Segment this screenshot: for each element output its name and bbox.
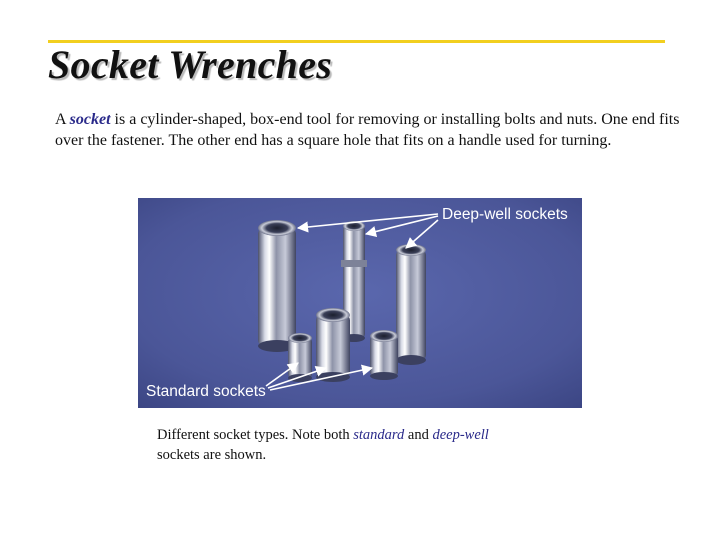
deep-well-socket-3 (396, 244, 426, 365)
standard-socket-3 (370, 330, 398, 380)
label-standard-sockets: Standard sockets (146, 383, 266, 400)
label-deep-well-sockets: Deep-well sockets (442, 206, 568, 223)
term-deep-well: deep-well (432, 427, 489, 443)
page-title: Socket Wrenches (48, 42, 333, 87)
term-standard: standard (353, 427, 405, 443)
standard-socket-2 (316, 308, 350, 382)
caption-part-1: Different socket types. Note both (157, 427, 354, 443)
intro-prefix: A (55, 111, 70, 128)
intro-rest: is a cylinder-shaped, box-end tool for removing or installing bolts and nuts. One end fits over the fastener. The other end has a square hole that fits on a handle used for turning. (55, 111, 680, 149)
sockets-photo (138, 198, 582, 408)
deep-well-socket-1 (258, 220, 296, 352)
figure-caption (157, 425, 577, 465)
caption-part-3: sockets are shown. (157, 447, 267, 463)
intro-paragraph (55, 109, 685, 151)
caption-part-2: and (404, 427, 433, 443)
term-socket: socket (69, 111, 111, 128)
